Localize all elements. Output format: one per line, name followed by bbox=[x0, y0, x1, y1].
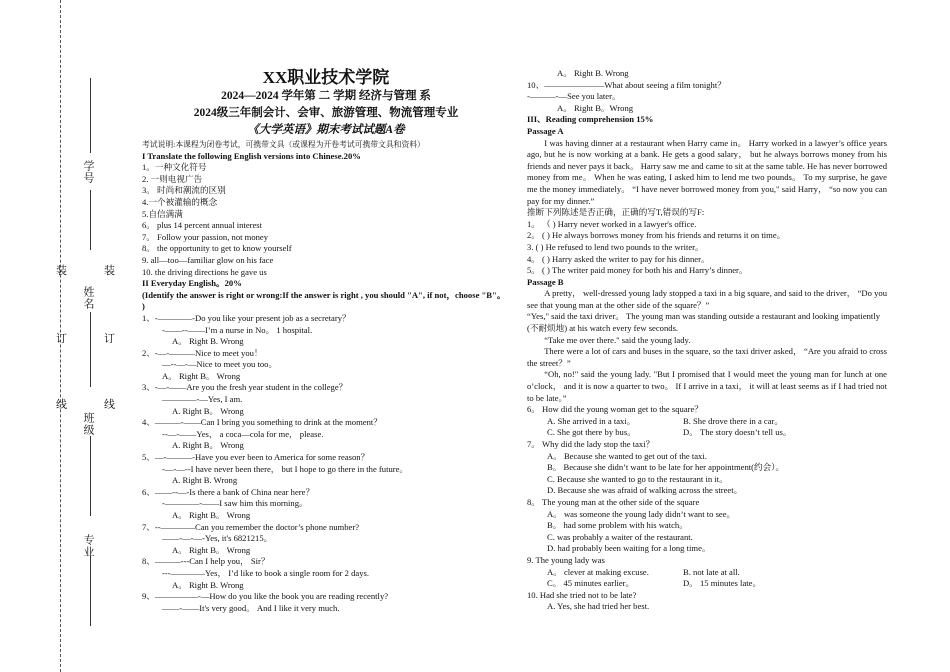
mc-question: 10. Had she tried not to be late? bbox=[527, 589, 637, 600]
margin-label-student-id: 学号 bbox=[82, 160, 94, 184]
tf-instructions: 推断下列陈述是否正确，正确的写T,错误的写F: bbox=[527, 207, 705, 218]
mc-option: B. She drove there in a car。 bbox=[683, 415, 783, 426]
question-line: 6。 plus 14 percent annual interest bbox=[142, 220, 263, 231]
dialogue-line: 7、--————Can you remember the doctor’s phone number? bbox=[142, 521, 360, 532]
passage-b-paragraph: “Take me over there." said the young lady. bbox=[544, 334, 691, 345]
mc-option: C. She got there by bus。 bbox=[547, 427, 636, 438]
passage-b-paragraph: A pretty， well-dressed young lady stopped a taxi in a big square, and said to the driver， “Do you see that young man at the other side of the square？” bbox=[527, 288, 887, 310]
class-blank bbox=[90, 436, 91, 516]
answer-options: A. Right B. Wrong bbox=[172, 475, 238, 486]
mc-question: 8。 The young man at the other side of the square bbox=[527, 496, 700, 507]
answer-options: A。 Right B. Wrong bbox=[557, 68, 629, 78]
cut-mark-ding-left: 订 bbox=[56, 333, 67, 345]
name-blank bbox=[90, 312, 91, 387]
passage-b-paragraph: There were a lot of cars and buses in the square, so the taxi driver asked， “Are you afraid to cross the street？” bbox=[527, 346, 887, 368]
question-line: 1。一种文化符号 bbox=[142, 162, 207, 173]
passage-a-text: I was having dinner at a restaurant when Harry came in。 Harry worked in a lawyer’s office years ago, but he is now working at a bank. He gets a good salary， but he always borrows money from his friends and never pays it back。 Harry saw me and came to sit at the same table. He has never borrowed money from me。 When he was eating, I asked him to lend me two pounds。 To my surprise, he gave me the money immediately。 “I have never borrowed money from you," said Harry， “so now you can pay for my dinner.” bbox=[527, 137, 887, 206]
margin-label-major: 专业 bbox=[82, 534, 94, 558]
dialogue-line: 6、——--—-Is there a bank of China near here？ bbox=[142, 486, 315, 497]
answer-options: A。 Right B。 Wrong bbox=[172, 510, 251, 520]
mc-option: D. had probably been waiting for a long time。 bbox=[547, 543, 711, 554]
mc-option: D。 15 minutes late。 bbox=[683, 578, 762, 589]
margin-label-name: 姓名 bbox=[82, 286, 94, 310]
dialogue-line: 5、—-———-Have you ever been to America for some reason？ bbox=[142, 452, 370, 463]
mc-option: D。 The story doesn’t tell us。 bbox=[683, 427, 792, 438]
dialogue-line: 3、-—-——Are you the fresh year student in the college？ bbox=[142, 382, 348, 393]
term-line: 2024—2024 学年第 二 学期 经济与管理 系 bbox=[221, 90, 431, 102]
mc-option: A。 Because she wanted to get out of the taxi. bbox=[547, 450, 707, 461]
cut-mark-xian-right: 线 bbox=[104, 399, 115, 411]
question-line: 10. the driving directions he gave us bbox=[142, 266, 267, 277]
mc-option: A。 was someone the young lady didn’t want to see。 bbox=[547, 508, 736, 519]
dialogue-line: 4、———-——Can I bring you something to drink at the moment？ bbox=[142, 417, 382, 428]
tf-statement: 5。 ( ) The writer paid money for both his and Harry’s dinner。 bbox=[527, 265, 748, 276]
mc-option: A. She arrived in a taxi。 bbox=[547, 415, 636, 426]
mc-question: 6。 How did the young woman get to the square？ bbox=[527, 404, 703, 415]
tf-statement: 4。 ( ) Harry asked the writer to pay for his dinner。 bbox=[527, 253, 710, 264]
exam-instructions: 考试说明:本课程为闭卷考试，可携带文具（或课程为开卷考试可携带文具和资料） bbox=[142, 140, 425, 149]
answer-options: A。 Right B。 Wrong bbox=[162, 370, 241, 381]
section-2-instructions: (Identify the answer is right or wrong:If the answer is right , you should "A", if not，choose "B"。 ) bbox=[142, 289, 506, 312]
cut-mark-ding-right: 订 bbox=[104, 333, 115, 345]
school-title: XX职业技术学院 bbox=[262, 68, 390, 87]
section-3-heading: III、Reading comprehension 15% bbox=[527, 114, 654, 125]
mc-option: D. Because she was afraid of walking across the street。 bbox=[547, 485, 743, 496]
dialogue-line: --—-——Yes， a coca—cola for me， please. bbox=[162, 428, 324, 439]
answer-options: A. Right B。 Wrong bbox=[172, 440, 244, 451]
tf-statement: 2。 ( ) He always borrows money from his friends and returns it on time。 bbox=[527, 230, 786, 241]
cut-mark-zhuang-right: 装 bbox=[104, 265, 115, 277]
dialogue-line: 10、———————What about seeing a film tonight？ bbox=[527, 79, 726, 90]
cut-mark-zhuang-left: 装 bbox=[56, 265, 67, 277]
grade-line: 2024级三年制会计、会审、旅游管理、物流管理专业 bbox=[193, 107, 459, 119]
question-line: 2. 一则电视广告 bbox=[142, 173, 203, 184]
dialogue-line: —--—-—Nice to meet you too。 bbox=[162, 359, 278, 370]
mc-option-row bbox=[527, 416, 887, 428]
dialogue-line: -——--——I’m a nurse in No。 1 hospital. bbox=[162, 324, 313, 335]
student-id-blank bbox=[90, 78, 91, 153]
mc-question: 7。 Why did the lady stop the taxi？ bbox=[527, 439, 655, 449]
answer-options: A。 Right B. Wrong bbox=[172, 579, 244, 590]
question-line: 8。 the opportunity to get to know yourself bbox=[142, 243, 292, 254]
right-column bbox=[527, 68, 887, 613]
cut-mark-xian-left: 线 bbox=[56, 399, 67, 411]
mc-option-row bbox=[527, 578, 887, 590]
mc-option: C。 45 minutes earlier。 bbox=[547, 578, 635, 589]
major-blank bbox=[90, 556, 91, 626]
passage-b-paragraph: “Yes," said the taxi driver。 The young man was standing outside a restaurant and looking impatiently (不耐烦地) at his watch every few seconds. bbox=[527, 311, 880, 334]
mc-option-row bbox=[527, 567, 887, 579]
tf-statement: 1。 （ ) Harry never worked in a lawyer's office. bbox=[527, 218, 697, 229]
dialogue-line: ————-—Yes, I am. bbox=[162, 394, 243, 405]
tf-statement: 3. ( ) He refused to lend two pounds to the writer。 bbox=[527, 241, 704, 252]
margin-label-class: 班级 bbox=[82, 412, 94, 436]
answer-options: A。 Right B。 Wrong bbox=[172, 544, 251, 555]
dialogue-line: 8、———---Can I help you， Sir？ bbox=[142, 556, 270, 567]
dialogue-line: 2、-—-———Nice to meet you！ bbox=[142, 347, 263, 358]
answer-options: A. Right B。 Wrong bbox=[172, 405, 244, 416]
student-id-blank-lower bbox=[90, 190, 91, 250]
question-line: 9. all—too—familiar glow on his face bbox=[142, 254, 274, 265]
dialogue-line: 1、-————-Do you like your present job as a secretary？ bbox=[142, 312, 351, 323]
mc-option: A. Yes, she had tried her best. bbox=[547, 601, 650, 612]
mc-option: C. was probably a waiter of the restaurant. bbox=[547, 531, 693, 542]
passage-b-heading: Passage B bbox=[527, 276, 564, 287]
left-column bbox=[142, 0, 510, 614]
answer-options: A。 Right B。Wrong bbox=[557, 102, 634, 113]
question-line: 5.自信满满 bbox=[142, 208, 183, 219]
section-2-heading: II Everyday English。20% bbox=[142, 278, 242, 289]
section-1-heading: I Translate the following English versions into Chinese.20% bbox=[142, 150, 361, 161]
mc-option: B。 had some problem with his watch。 bbox=[547, 520, 688, 531]
dialogue-line: 9、—————-—How do you like the book you are reading recently? bbox=[142, 591, 389, 602]
exam-title: 《大学英语》期末考试试题A卷 bbox=[247, 124, 405, 136]
question-line: 3。 时尚和潮流的区别 bbox=[142, 185, 226, 196]
dialogue-line: ---————Yes， I’d like to book a single room for 2 days. bbox=[162, 567, 370, 578]
mc-option: B. not late at all. bbox=[683, 566, 740, 577]
mc-option: C. Because she wanted to go to the restaurant in it。 bbox=[547, 473, 728, 484]
dialogue-line: -————-——I saw him this morning。 bbox=[162, 498, 308, 509]
question-line: 4.一个被灌输的概念 bbox=[142, 196, 218, 207]
dialogue-line: ——-——It's very good。 And I like it very much. bbox=[162, 602, 340, 613]
dialogue-line: -———-—See you later。 bbox=[527, 91, 621, 102]
dialogue-line: -—-—--I have never been there， but I hope to go there in the future。 bbox=[162, 463, 409, 474]
passage-b-paragraph: “Oh, no!" said the young lady. "But I promised that I would meet the young man for lunch at one o’clock， and it is now a quarter to two。 If I arrive in a taxi， it will at least seems as if I had tried not to be late。” bbox=[527, 369, 887, 403]
binding-margin bbox=[0, 0, 130, 672]
question-line: 7。 Follow your passion, not money bbox=[142, 231, 269, 242]
mc-option: B。 Because she didn’t want to be late for her appointment(约会）。 bbox=[547, 462, 785, 473]
mc-question: 9. The young lady was bbox=[527, 554, 605, 565]
answer-options: A。 Right B. Wrong bbox=[172, 336, 244, 347]
mc-option: A。 clever at making excuse. bbox=[547, 566, 649, 577]
dialogue-line: ——-—-—-Yes, it's 6821215。 bbox=[162, 533, 273, 544]
passage-a-heading: Passage A bbox=[527, 125, 564, 136]
mc-option-row bbox=[527, 427, 887, 439]
